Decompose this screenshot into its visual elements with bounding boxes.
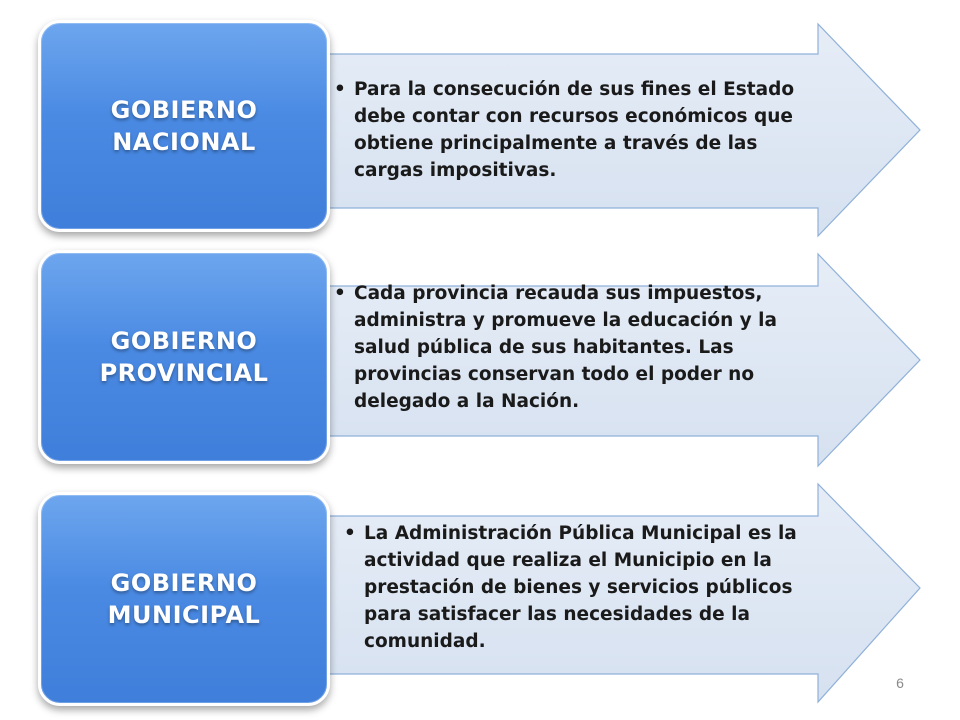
title-line-2: MUNICIPAL	[107, 601, 261, 629]
page-number: 6	[896, 675, 904, 691]
description-list	[334, 280, 804, 415]
title-line-2: NACIONAL	[112, 128, 256, 156]
title-line-1: GOBIERNO	[110, 569, 258, 597]
title-line-2: PROVINCIAL	[99, 359, 269, 387]
row-gobierno-municipal	[0, 480, 960, 720]
box-gobierno-nacional	[38, 20, 330, 232]
row-gobierno-nacional	[0, 0, 960, 240]
description-list	[344, 520, 814, 655]
box-gobierno-municipal	[38, 492, 330, 706]
title-line-1: GOBIERNO	[110, 96, 258, 124]
description-text: • Para la consecución de sus fines el Estado debe contar con recursos económicos que obtiene principalmente a través de las cargas impositivas.	[334, 76, 804, 184]
description-text: • Cada provincia recauda sus impuestos, administra y promueve la educación y la salud pública de sus habitantes. Las provincias conservan todo el poder no delegado a la Nación.	[334, 280, 804, 415]
description-list	[334, 76, 804, 184]
description-text: • La Administración Pública Municipal es la actividad que realiza el Municipio en la prestación de bienes y servicios públicos para satisfacer las necesidades de la comunidad.	[344, 520, 814, 655]
box-title	[101, 94, 268, 158]
row-gobierno-provincial	[0, 240, 960, 480]
box-title	[90, 325, 279, 389]
box-gobierno-provincial	[38, 250, 330, 464]
title-line-1: GOBIERNO	[110, 327, 258, 355]
box-title	[98, 567, 271, 631]
